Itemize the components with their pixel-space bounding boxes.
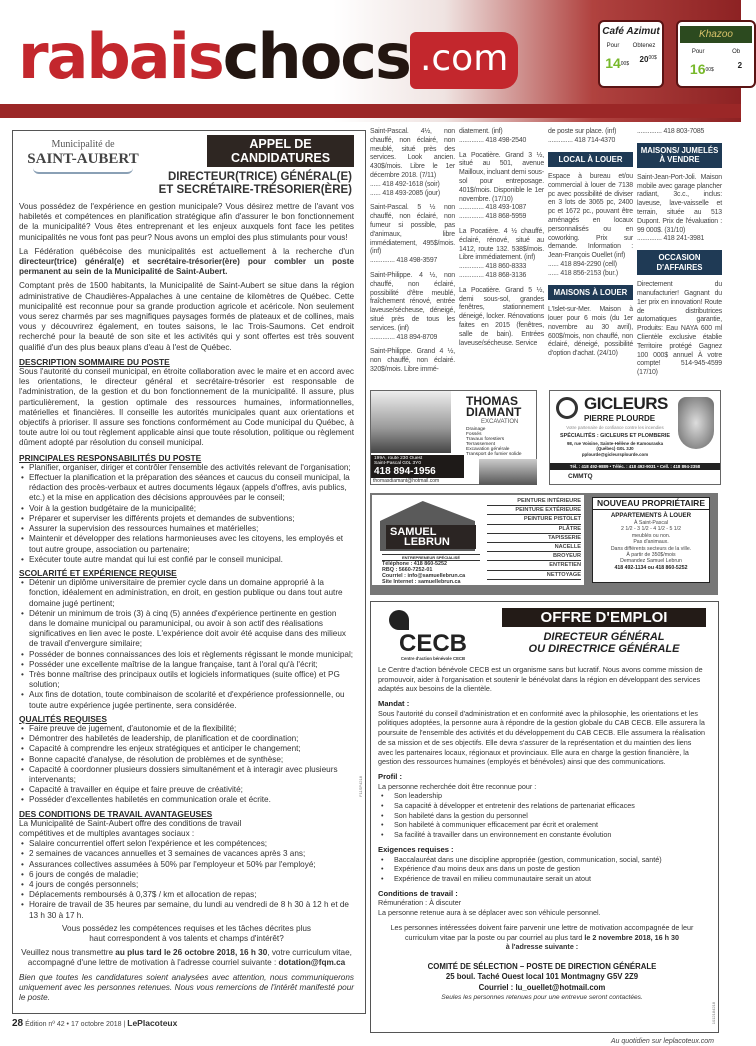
text-bold: directeur(trice) général(e) et secrétaire-trésorier(ère) pour combler un poste permanent au sein de la Municipalité de Saint-Aubert. bbox=[19, 257, 354, 277]
list-item: ENTRETIEN bbox=[487, 561, 581, 570]
list-item: • Détenir un minimum de trois (3) à cinq (5) années d'expérience pertinente en gestion dans le domaine municipal ou paramunicipal, ou avoir à son actif des réalisations significatives en lien avec le poste. L'expérience doit avoir été acquise dans des milieux de travail d'envergure similaire; bbox=[19, 609, 354, 650]
cecb-job-ad bbox=[370, 601, 719, 1033]
coupon-label: Pour bbox=[691, 49, 705, 55]
services-list bbox=[466, 427, 522, 457]
ad-phone: .............. 418 868-3136 bbox=[459, 271, 527, 279]
edition-info: Édition nº 42 • 17 octobre 2018 | bbox=[25, 1021, 126, 1029]
list-item: • Expérience d'au moins deux ans dans un poste de gestion bbox=[378, 864, 706, 874]
list-item: • Capacité à coordonner plusieurs dossiers simultanément et à interagir avec plusieurs intervenants; bbox=[19, 765, 354, 785]
section-heading: DESCRIPTION SOMMAIRE DU POSTE bbox=[19, 356, 170, 367]
coupon-value-sup: 00$ bbox=[648, 55, 657, 61]
list-item: • Démontrer des habiletés de leadership, de planification et de coordination; bbox=[19, 734, 354, 744]
address: 98, rue Voisine, Sainte-Hélène de Kamouraska bbox=[566, 440, 664, 446]
ad-phone: .............. 418 860-8333 bbox=[459, 263, 527, 271]
list-item: • Capacité à travailler en équipe et faire preuve de créativité; bbox=[19, 785, 354, 795]
job-title-line: DIRECTEUR GÉNÉRAL bbox=[543, 630, 665, 643]
newspaper-logo: LePlacoteux bbox=[127, 1018, 178, 1029]
logo-part: .com bbox=[410, 32, 518, 89]
section-text: La personne retenue aura à se déplacer avec son véhicule personnel. bbox=[378, 908, 601, 918]
address-line: COMITÉ DE SÉLECTION – POSTE DE DIRECTION GÉNÉRALE bbox=[427, 961, 657, 971]
list-item: Terrassement bbox=[466, 441, 496, 447]
samuel-lebrun-ad[interactable] bbox=[370, 493, 718, 595]
job-title bbox=[502, 631, 706, 655]
ad-code: F11SP4218 bbox=[358, 776, 363, 797]
list-item: NACELLE bbox=[487, 543, 581, 552]
bullet-list bbox=[378, 855, 706, 884]
category-header: MAISONS/ JUMELÉS À VENDRE bbox=[637, 143, 722, 168]
ad-phone: ...... 418 493-2085 (jour) bbox=[370, 189, 441, 197]
email: thomasdiamant@hotmail.com bbox=[373, 477, 440, 484]
classified-ad bbox=[459, 152, 544, 222]
list-item: À Saint-Pascal bbox=[633, 519, 669, 526]
coupon-cafe-azimut[interactable] bbox=[598, 20, 664, 88]
job-title bbox=[19, 171, 352, 196]
brand-subtitle: EXCAVATION bbox=[481, 418, 519, 425]
list-item: • Son habileté à communiquer efficacement par écrit et oralement bbox=[378, 820, 706, 830]
text-bold: à l'adresse suivante : bbox=[505, 942, 579, 952]
thomas-diamant-logo bbox=[466, 393, 522, 419]
logo-text: Municipalité de bbox=[51, 139, 115, 150]
coupon-label: Obtenez bbox=[632, 43, 656, 49]
ad-banner: OFFRE D'EMPLOI bbox=[502, 608, 706, 627]
ad-text: Directement du manufacturier! Gagnant du 1er prix en innovation! Route de distributrices automatiques garantie, Produits: Eau NAYA 600 ml Clientèle exclusive établie Territoire protégé Gagnez 100 000$ annuel À votre compte! 514-945-4599 (17/10) bbox=[637, 281, 722, 377]
list-item: • Horaire de travail de 35 heures par semaine, du lundi au vendredi de 8 h 30 à 12 h et de 13 h 30 à 17 h. bbox=[19, 900, 354, 920]
contacts-bar: Tél. : 418 492-9889 • Téléc. : 418 492-9031 • Cell. : 418 894-2358 bbox=[550, 463, 720, 471]
deadline: au plus tard le 26 octobre 2018, 16 h 30 bbox=[115, 948, 268, 958]
samuel-lebrun-logo bbox=[386, 525, 476, 549]
ad-text: Saint-Jean-Port-Joli. Maison mobile avec garage plancher radiant, 3c.c., inclus: laveuse, lave-vaisselle et terrain, située au 513 Dupont. Prix de l'évaluation : 99 000$. (31/10) bbox=[637, 173, 722, 234]
list-item: • 6 jours de congés de maladie; bbox=[19, 870, 354, 880]
phone: 418 492-1134 ou 418 860-5252 bbox=[614, 564, 688, 571]
intro-paragraph: Le Centre d'action bénévole CECB est un organisme sans but lucratif. Nous avons comme mission de promouvoir, aider à l'organisation et soutenir le bénévolat dans la région en développant des services adaptés aux besoins de la clientèle. bbox=[378, 664, 703, 694]
list-item: • Planifier, organiser, diriger et contrôler l'ensemble des activités relevant de l'organisation; bbox=[19, 463, 354, 473]
address-line: 25 boul. Taché Ouest local 101 Montmagny G5V 2Z9 bbox=[445, 972, 639, 982]
closing-question: Vous possédez les compétences requises et les tâches décrites plus haut correspondent à vos talents et champs d'intérêt? bbox=[62, 923, 311, 944]
contact-block bbox=[382, 561, 465, 585]
list-item: • Préparer et superviser les différents projets et demandes de subventions; bbox=[19, 514, 354, 524]
ad-phone: .............. 418 803-7085 bbox=[637, 128, 705, 135]
category-header: OCCASION D'AFFAIRES bbox=[637, 250, 722, 275]
masthead-bar bbox=[0, 104, 741, 118]
cecb-logo bbox=[385, 610, 481, 662]
tagline: ENTREPRENEUR SPÉCIALISÉ bbox=[382, 554, 480, 561]
ad-phone: ...... 418 492-1618 (soir) bbox=[370, 180, 440, 188]
list-item: • Maintenir et développer des relations harmonieuses avec les citoyens, les employés et tout autre groupe, association ou partenaire; bbox=[19, 534, 354, 554]
website-tagline[interactable]: Au quotidien sur leplacoteux.com bbox=[610, 1037, 714, 1045]
closing-note: Seules les personnes retenues pour une entrevue seront contactées. bbox=[441, 994, 643, 1002]
coupon-price: 16 bbox=[689, 61, 706, 77]
email-link[interactable]: dotation@fqm.ca bbox=[278, 958, 346, 968]
services-list bbox=[487, 497, 581, 580]
list-item: Demandez Samuel Lebrun bbox=[620, 558, 682, 565]
list-item: Transport de fumier solide bbox=[466, 451, 522, 457]
federation-paragraph bbox=[19, 247, 354, 278]
email: Courriel : info@samuellebrun.ca bbox=[382, 572, 466, 579]
list-item: Fossés bbox=[466, 431, 482, 437]
list-item: • Bonne capacité d'analyse, de résolution de problèmes et de synthèse; bbox=[19, 755, 354, 765]
section-heading: QUALITÉS REQUISES bbox=[19, 713, 107, 724]
category-header: LOCAL À LOUER bbox=[548, 152, 633, 168]
classified-ad bbox=[370, 272, 455, 342]
truck-photo bbox=[479, 459, 537, 485]
coupon-khazoo[interactable] bbox=[676, 20, 756, 88]
ad-phone: ...... 418 856-2153 (bur.) bbox=[548, 269, 619, 277]
job-title-line: OU DIRECTRICE GÉNÉRALE bbox=[528, 642, 680, 655]
section-paragraph: Sous l'autorité du conseil municipal, en étroite collaboration avec le maire et en accord avec les orientations, le directeur général et secrétaire-trésorier est responsable de l'administration, de la gestion et du bon fonctionnement de la municipalité. Il assure, plus particulièrement, la gestion optimale des ressources humaines, informationnelles, matérielles et financières. Il conseille les autorités municipales quant aux orientations et objectifs à prioriser. Il assure ses fonctions conformément au Code municipal du Québec, à toute autre loi ou tout règlement applicable ainsi que toute résolution, politique ou règlement dûment adopté par résolution du conseil municipal. bbox=[19, 367, 354, 448]
coupon-value: 20 bbox=[639, 55, 649, 64]
classified-ad bbox=[459, 287, 544, 349]
list-item: • Aux fins de dotation, toute combinaison de scolarité et d'expérience professionnelle, ou toute autre expérience jugée pertinente, sera considérée. bbox=[19, 690, 354, 710]
bullet-list bbox=[19, 724, 354, 806]
category-header: MAISONS À LOUER bbox=[548, 285, 633, 301]
nouveau-proprietaire-ad bbox=[592, 497, 710, 583]
description-paragraph: Comptant près de 1500 habitants, la Municipalité de Saint-Aubert se situe dans la région administrative de Chaudières-Appalaches à une centaine de kilomètres de Québec. Cette municipalité est reconnue pour sa grande production agricole et acéricole. Non seulement vous serez charmés par ses magnifiques paysages formés de plateaux et de collines, mais vous y découvrirez également, en toutes saisons, le lac Trois-Saumons. Cet endroit recherché pour la beauté de son site et les activités qui y sont offertes est très souvent qualifié d'un des plus beaux plans d'eau à l'est de Québec. bbox=[19, 281, 354, 352]
classified-ad bbox=[370, 204, 455, 266]
wave-icon bbox=[33, 168, 133, 174]
list-item: • Exécuter toute autre mandat qui lui est confié par le conseil municipal. bbox=[19, 555, 354, 565]
address: 199A, route 230 Ouest bbox=[374, 455, 423, 461]
list-item: • Faire preuve de jugement, d'autonomie et de la flexibilité; bbox=[19, 724, 354, 734]
ad-heading: NOUVEAU PROPRIÉTAIRE bbox=[593, 498, 709, 510]
ad-text: diatement. (inf) bbox=[459, 128, 503, 135]
ad-text: Espace à bureau et/ou commercial à louer de 7138 pc avec possibilité de diviser en 3 lots de 3065 pc, 2400 pc et 1672 pc., pouvant être aménagés en locaux personnalisés ou en coworking. Prix sur demande. Information : Jean-François Ouellet (inf) bbox=[548, 173, 633, 260]
list-item: • Sa capacité à développer et entretenir des relations de partenariat efficaces bbox=[378, 801, 706, 811]
text: , votre curriculum vitae, accompagné d'une lettre de motivation à l'adresse courriel suivante : bbox=[27, 948, 352, 968]
coupon-label: Pour bbox=[606, 43, 620, 49]
closing-instructions bbox=[19, 948, 354, 968]
bullet-list bbox=[19, 578, 354, 711]
page-number: 28 bbox=[12, 1018, 24, 1030]
list-item: • Expérience de travail en milieu communautaire serait un atout bbox=[378, 874, 706, 884]
ad-text: La Pocatière. Grand 5 ½, demi sous-sol, grandes fenêtres, stationnement déneigé, locker. Rénovations faites en 2015 (fenêtres, salle de bain). Entrées laveuse/sécheuse. Service bbox=[459, 286, 544, 347]
section-text: Rémunération : À discuter bbox=[378, 898, 462, 908]
text: Les personnes intéressées doivent faire parvenir une lettre de motivation accompagnée de leur curriculum vitae par la poste ou par courriel au plus tard bbox=[390, 922, 694, 942]
ad-text: Saint-Philippe. 4 ½, non chauffé, non éclairé, possibilité d'être meublé, fraîchement rénové, entrée laveuse/sécheuse, déneigé, situé près de tous les services. (inf) bbox=[370, 271, 455, 332]
list-item: PEINTURE PISTOLET bbox=[487, 515, 581, 524]
list-item: • Assurer la supervision des ressources humaines et matérielles; bbox=[19, 524, 354, 534]
bullet-list bbox=[19, 839, 354, 921]
list-item: • Baccalauréat dans une discipline appropriée (gestion, communication, social, santé) bbox=[378, 855, 706, 865]
list-item: • Sa facilité à travailler dans un environnement en constante évolution bbox=[378, 830, 706, 840]
brand-name: GICLEURS bbox=[584, 393, 668, 413]
list-item: • Très bonne maîtrise des principaux outils et logiciels informatiques (suite office) et PG solution; bbox=[19, 670, 354, 690]
section-heading: Conditions de travail : bbox=[378, 888, 458, 898]
classifieds bbox=[370, 128, 722, 384]
ad-text: de poste sur place. (inf) bbox=[548, 128, 617, 135]
ad-phone: .............. 418 868-5959 bbox=[459, 213, 527, 221]
list-item: • Posséder une excellente maîtrise de la langue française, tant à l'oral qu'à l'écrit; bbox=[19, 660, 354, 670]
coupon-price: 14 bbox=[605, 55, 621, 71]
ad-text: Saint-Pascal. 4½, non chauffé, non éclairé, non meublé, situé près des services. Look ancien. 430$/mois. Libre le 1er décembre 2018. (7/11) bbox=[370, 128, 455, 179]
gicleurs-ad[interactable] bbox=[549, 390, 721, 485]
coupon-name: Café Azimut bbox=[602, 26, 660, 37]
specialties: SPÉCIALITÉS : GICLEURS ET PLOMBERIE bbox=[560, 432, 670, 439]
ad-phone: .............. 418 714-4370 bbox=[548, 136, 616, 144]
apply-instructions bbox=[378, 923, 706, 952]
email: pplourde@gicleursplourde.com bbox=[581, 451, 649, 457]
list-item: 2 1/2 - 3 1/2 - 4 1/2 - 5 1/2 bbox=[621, 526, 681, 533]
ad-text: Saint-Philippe. Grand 4 ½, non chauffé, non éclairé. 320$/mois. Libre immé- bbox=[370, 348, 455, 373]
closing-note: Bien que toutes les candidatures soient analysées avec attention, nous communiquerons uniquement avec les personnes retenues. Nous vous remercions de l'intérêt manifesté pour le poste. bbox=[19, 972, 354, 1003]
job-title-line: DIRECTEUR(TRICE) GÉNÉRAL(E) bbox=[168, 171, 352, 183]
classified-ad bbox=[459, 228, 544, 281]
classified-ad bbox=[637, 174, 722, 244]
classified-ad bbox=[637, 128, 722, 137]
list-item: • Posséder d'excellentes habiletés en communication orale et écrite. bbox=[19, 795, 354, 805]
section-heading: Profil : bbox=[378, 771, 403, 781]
section-heading: PRINCIPALES RESPONSABILITÉS DU POSTE bbox=[19, 452, 202, 463]
right-column bbox=[370, 128, 722, 1046]
ad-phone: .............. 418 241-3981 bbox=[637, 235, 705, 243]
list-item: • Salaire concurrentiel offert selon l'expérience et les compétences; bbox=[19, 839, 354, 849]
classifieds-column bbox=[370, 128, 455, 384]
ad-phone: .............. 418 498-3597 bbox=[370, 257, 438, 265]
excavator-photo bbox=[371, 391, 451, 453]
email-link[interactable]: Courriel : lu_ouellet@hotmail.com bbox=[478, 982, 606, 992]
ad-phone: ...... 418 894-2290 (cell) bbox=[548, 261, 617, 269]
ads-row bbox=[370, 390, 722, 485]
classified-ad bbox=[548, 173, 633, 279]
intro-paragraph: Vous possédez de l'expérience en gestion municipale? Vous désirez mettre de l'avant vos habiletés et compétences en planification stratégique afin d'assurer le bon fonctionnement de la municipalité? Vous êtes entreprenant et les enjeux auxquels font face les petites municipalités ne vous font pas peur? Nous avons un emploi des plus stimulants pour vous! bbox=[19, 202, 354, 242]
address-block bbox=[556, 441, 674, 457]
section-heading: DES CONDITIONS DE TRAVAIL AVANTAGEUSES bbox=[19, 808, 213, 819]
logo-part: chocs bbox=[222, 20, 410, 93]
classified-ad bbox=[459, 128, 544, 146]
brand-line: DIAMANT bbox=[466, 404, 522, 419]
list-item: NETTOYAGE bbox=[487, 571, 581, 580]
list-item: • Posséder de bonnes connaissances des lois et règlements régissant le monde municipal; bbox=[19, 650, 354, 660]
contact-block bbox=[371, 455, 464, 478]
classified-ad bbox=[370, 128, 455, 198]
ad-phone: .............. 418 894-8709 bbox=[370, 333, 438, 341]
ad-text: Saint-Pascal. 5 ½ non chauffé, non éclairé, non fumeur si possible, pas d'animaux, libre immédiatement, 495$/mois. (inf) bbox=[370, 204, 455, 256]
lantern-icon bbox=[556, 397, 578, 419]
website: Site Internet : samuellebrun.ca bbox=[382, 578, 461, 585]
coupon-price-sup: 00$ bbox=[620, 61, 630, 67]
address: Saint-Pascal G0L 3Y0 bbox=[374, 461, 422, 467]
ad-text: L'Islet-sur-Mer. Maison à louer pour 6 mois (du 1er novembre au 30 avril), 600$/mois, non chauffé, non éclairé, déneigé, possibilité d'option d'achat. (24/10) bbox=[548, 306, 633, 358]
logo-text: CECB bbox=[398, 629, 467, 657]
left-column bbox=[12, 130, 366, 1029]
text: Veuillez nous transmettre bbox=[21, 948, 116, 958]
ad-lines bbox=[593, 520, 709, 565]
list-item: Travaux forestiers bbox=[466, 436, 505, 442]
coupon-value: 2 bbox=[737, 61, 743, 70]
list-item: • Son habileté dans la gestion du personnel bbox=[378, 811, 706, 821]
sprinkler-image bbox=[678, 397, 714, 449]
ad-subheading: APPARTEMENTS À LOUER bbox=[610, 511, 692, 519]
section-heading: Mandat : bbox=[378, 699, 410, 709]
coupon-name: Khazoo bbox=[680, 26, 752, 43]
clover-icon bbox=[389, 610, 409, 630]
ad-phone: .............. 418 493-1087 bbox=[459, 204, 527, 212]
address: (Québec) G0L 3J0 bbox=[596, 446, 634, 452]
ad-code: 1012184218 bbox=[711, 1001, 716, 1024]
thomas-diamant-ad[interactable] bbox=[370, 390, 537, 485]
list-item: • Capacité à comprendre les enjeux stratégiques et anticiper le changement; bbox=[19, 744, 354, 754]
section-text: La personne recherchée doit être reconnue pour : bbox=[378, 781, 537, 791]
classified-ad bbox=[548, 128, 633, 146]
list-item: • Effectuer la planification et la préparation des séances et caucus du conseil municipal, la rédaction des procès-verbaux et autres documents légaux (appels d'offres, avis publics, etc.) et la mise en application des décisions approuvées par le conseil; bbox=[19, 473, 354, 504]
address-block bbox=[378, 962, 706, 994]
list-item: • 2 semaines de vacances annuelles et 3 semaines de vacances après 3 ans; bbox=[19, 849, 354, 859]
rbq: RBQ : 5660-7252-01 bbox=[382, 566, 433, 573]
tagline: Votre partenaire de confiance contre les incendies bbox=[566, 424, 664, 430]
brand-line: SAMUEL bbox=[390, 525, 437, 538]
section-paragraph: La Municipalité de Saint-Aubert offre des conditions de travail compétitives et de multiples avantages sociaux : bbox=[19, 818, 242, 838]
list-item: PEINTURE EXTÉRIEURE bbox=[487, 506, 581, 515]
classified-ad bbox=[370, 348, 455, 374]
coupon-label: Ob bbox=[732, 49, 741, 55]
section-heading: SCOLARITÉ ET EXPÉRIENCE REQUISE bbox=[19, 567, 177, 578]
list-item: Drainage bbox=[466, 426, 486, 432]
list-item: meublés ou non. bbox=[631, 532, 671, 539]
cmmtq-logo: CMMTQ bbox=[568, 472, 593, 480]
list-item: Excavation générale bbox=[466, 446, 510, 452]
list-item: À partir de 350$/mois bbox=[626, 551, 676, 558]
ad-banner: APPEL DE CANDIDATURES bbox=[207, 135, 354, 167]
section-heading: Exigences requises : bbox=[378, 844, 454, 854]
logo-subtitle: Centre d'action bénévole CECB bbox=[400, 655, 466, 661]
logo-part: rabais bbox=[18, 20, 223, 93]
phone: Téléphone : 418 860-5252 bbox=[382, 560, 448, 567]
list-item: TAPISSERIE bbox=[487, 534, 581, 543]
list-item: • Détenir un diplôme universitaire de premier cycle dans un domaine approprié à la fonction, idéalement en administration, en droit, en gestion publique ou dans tout autre domaine jugé pertinent; bbox=[19, 578, 354, 609]
logo-text: SAINT-AUBERT bbox=[27, 151, 139, 167]
list-item: Dans différents secteurs de la ville. bbox=[610, 545, 692, 552]
phone: 418 894-1956 bbox=[374, 465, 436, 477]
ad-phone: .............. 418 498-2540 bbox=[459, 136, 527, 144]
section-paragraph: Sous l'autorité du conseil d'administration et en conformité avec la philosophie, les orientations et les politiques adoptées, la personne aura à répondre de la gestion globale du CAB CECB. Elle assurera la poursuite de l'ensemble des activités et du développement du CAB CECB. Elle assumera la réalisation de sa mission et de ses objectifs. Elle devra s'assurer de la représentation et du maintien des liens avec les partenaires locaux, régionaux et provinciaux. Elle aura en charge la gestion financière, la gestion des ressources humaines (employés et bénévoles) ainsi que des communications. bbox=[378, 708, 705, 767]
saint-aubert-job-ad bbox=[12, 130, 366, 1014]
brand-line: LEBRUN bbox=[404, 535, 450, 548]
list-item: BROYEUR bbox=[487, 552, 581, 561]
list-item: • Voir à la gestion budgétaire de la municipalité; bbox=[19, 504, 354, 514]
rabaischocs-logo[interactable] bbox=[18, 20, 518, 93]
page-footer bbox=[12, 1018, 366, 1029]
bullet-list bbox=[378, 791, 706, 840]
brand-name: PIERRE PLOURDE bbox=[584, 413, 656, 423]
coupon-price-sup: 00$ bbox=[705, 67, 714, 73]
classifieds-column bbox=[637, 128, 722, 384]
text: La Fédération québécoise des municipalités est actuellement à la recherche d'un bbox=[19, 246, 354, 256]
list-item: • Assurances collectives assumées à 50% par l'employeur et 50% par l'employé; bbox=[19, 860, 354, 870]
deadline: le 2 novembre 2018, 16 h 30 bbox=[584, 932, 680, 942]
list-item: • Déplacements remboursés à 0,37$ / km et allocation de repas; bbox=[19, 890, 354, 900]
classifieds-column bbox=[459, 128, 544, 384]
list-item: Pas d'animaux. bbox=[633, 539, 669, 546]
saint-aubert-logo bbox=[23, 139, 143, 174]
list-item: PEINTURE INTÉRIEURE bbox=[487, 497, 581, 506]
list-item: • Son leadership bbox=[378, 791, 706, 801]
classified-ad bbox=[548, 306, 633, 359]
ad-text: La Pocatière. Grand 3 ½, situé au 501, avenue Mailloux, incluant demi sous-sol pour entreposage. 401$/mois. Disponible le 1er novembre. (17/10) bbox=[459, 151, 544, 203]
classified-ad bbox=[637, 281, 722, 378]
bullet-list bbox=[19, 463, 354, 565]
classifieds-column bbox=[548, 128, 633, 384]
brand-line: THOMAS bbox=[466, 393, 518, 408]
ad-text: La Pocatière. 4 ½ chauffé, éclairé, rénové, situé au 1412, route 132. 538$/mois. Libre immédiatement. (inf) bbox=[459, 227, 544, 262]
list-item: • 4 jours de congés personnels; bbox=[19, 880, 354, 890]
list-item: PLÂTRE bbox=[487, 525, 581, 534]
job-title-line: ET SECRÉTAIRE-TRÉSORIER(ÈRE) bbox=[158, 183, 352, 196]
